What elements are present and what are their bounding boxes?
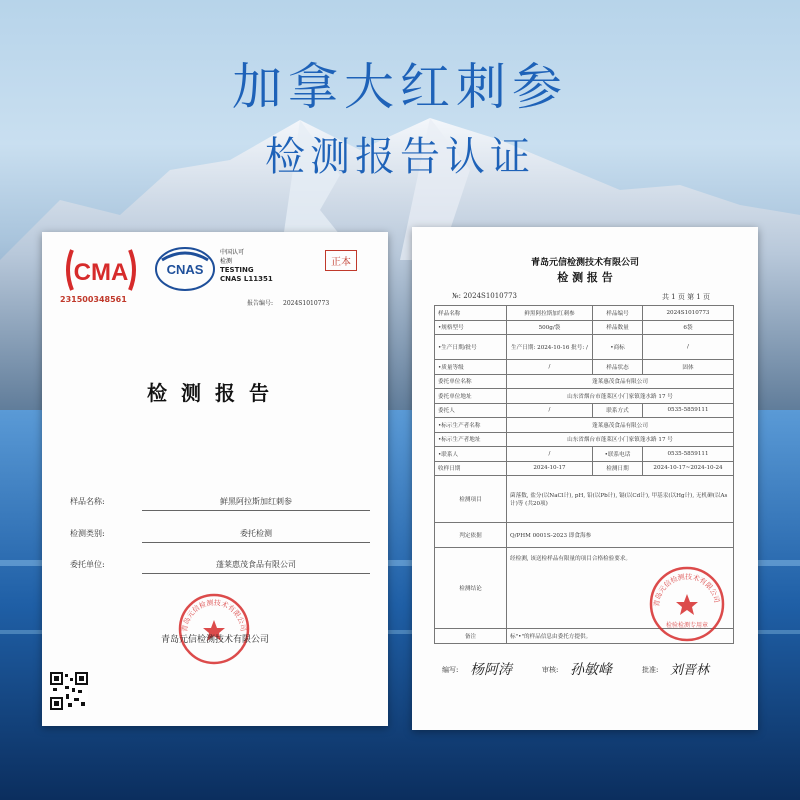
- table-cell: 检测日期: [593, 461, 643, 476]
- cover-field-sample-name: [70, 493, 370, 511]
- page-indicator: 共 1 页 第 1 页: [661, 293, 710, 301]
- reviewer-signature: 孙敏峰: [570, 662, 612, 678]
- cma-text: CMA: [73, 259, 129, 286]
- table-cell: 山东省烟台市蓬莱区小门家镇蓬水路 17 号: [507, 389, 734, 404]
- table-cell: 0535-5859111: [643, 403, 734, 418]
- table-row: [435, 432, 734, 447]
- table-row: [435, 418, 734, 433]
- cover-title: 检测报告: [147, 381, 283, 405]
- accreditation-line: 检测: [220, 258, 233, 265]
- cover-org-name: 青岛元信检测技术有限公司: [160, 635, 269, 645]
- cover-report-number: [247, 298, 339, 307]
- table-row: [435, 476, 734, 523]
- cnas-text: CNAS: [166, 262, 204, 277]
- table-cell: 2024-10-17~2024-10-24: [643, 461, 734, 476]
- author-label: 编写:: [442, 666, 459, 674]
- table-cell: /: [507, 403, 593, 418]
- table-row: [435, 523, 734, 548]
- table-cell: •标示生产者地址: [435, 432, 507, 447]
- table-cell: /: [643, 335, 734, 360]
- reviewer-label: 审核:: [542, 666, 559, 674]
- table-cell: •生产日期/批号: [435, 335, 507, 360]
- table-cell: •质量等级: [435, 360, 507, 375]
- table-cell: 固体: [643, 360, 734, 375]
- table-cell: 6袋: [643, 320, 734, 335]
- table-cell: 检测结论: [435, 548, 507, 629]
- table-cell: 0535-5859111: [643, 447, 734, 462]
- table-cell: 委托单位名称: [435, 374, 507, 389]
- field-value: 鲜黑阿拉斯加红刺参: [142, 496, 370, 511]
- table-cell: 菌落数, 盐分(以NaCl计), pH, 铅(以Pb计), 镉(以Cd计), 甲基汞(以Hg计), 无机砷(以As计)等 (共20项): [507, 476, 734, 523]
- table-cell: 委托单位地址: [435, 389, 507, 404]
- table-row: [435, 447, 734, 462]
- table-cell: •联系人: [435, 447, 507, 462]
- svg-text:检验检测专用章: 检验检测专用章: [665, 622, 709, 629]
- accreditation-line: 中国认可: [220, 249, 245, 256]
- table-cell: 判定依据: [435, 523, 507, 548]
- table-row: [435, 461, 734, 476]
- cma-logo-icon: [62, 246, 140, 294]
- table-cell: 山东省烟台市蓬莱区小门家镇蓬水路 17 号: [507, 432, 734, 447]
- report-org-name: 青岛元信检测技术有限公司: [530, 258, 639, 268]
- table-row: [435, 306, 734, 321]
- table-cell: /: [507, 360, 593, 375]
- signature-row: [442, 657, 742, 687]
- svg-text:青岛元信检测技术有限公司: 青岛元信检测技术有限公司: [652, 572, 721, 608]
- cma-number: 231500348561: [60, 295, 127, 304]
- report-title: 检 测 报 告: [557, 271, 613, 284]
- table-cell: 经检测, 该送检样品有限量的项目合格检验要求。: [507, 548, 734, 629]
- table-cell: 样品名称: [435, 306, 507, 321]
- report-number: №: 2024S1010773: [452, 292, 517, 300]
- table-cell: •标示生产者名称: [435, 418, 507, 433]
- cover-field-test-category: [70, 525, 370, 543]
- table-cell: Q/PHM 0001S-2023 即食海参: [507, 523, 734, 548]
- red-seal-stamp: [648, 565, 726, 643]
- table-cell: 标"•"的样品信息由委托方提供。: [507, 629, 734, 644]
- field-label: 样品名称:: [70, 497, 105, 506]
- table-cell: 委托人: [435, 403, 507, 418]
- table-cell: 2024-10-17: [507, 461, 593, 476]
- original-copy-badge: 正本: [325, 250, 357, 271]
- table-cell: 样品状态: [593, 360, 643, 375]
- field-label: 委托单位:: [70, 560, 105, 569]
- cover-field-client: [70, 556, 370, 574]
- field-value: 蓬莱惠茂食品有限公司: [142, 559, 370, 574]
- table-cell: 蓬莱惠茂食品有限公司: [507, 374, 734, 389]
- table-row: [435, 320, 734, 335]
- table-cell: •联系电话: [593, 447, 643, 462]
- headline: [0, 55, 800, 187]
- table-cell: 备注: [435, 629, 507, 644]
- table-cell: 2024S1010773: [643, 306, 734, 321]
- table-cell: 检测项目: [435, 476, 507, 523]
- report-number-label: 报告编号:: [247, 300, 274, 307]
- table-cell: 样品数量: [593, 320, 643, 335]
- approver-label: 批准:: [642, 666, 659, 674]
- accreditation-block: [220, 248, 273, 284]
- red-seal-stamp: [177, 592, 251, 666]
- report-detail-page: [412, 227, 758, 730]
- author-signature: 杨阿涛: [470, 662, 512, 678]
- approver-signature: 刘晋林: [670, 663, 710, 678]
- field-value: 委托检测: [142, 528, 370, 543]
- product-title: 加拿大红刺参: [232, 58, 568, 116]
- table-cell: •规格型号: [435, 320, 507, 335]
- table-row: [435, 335, 734, 360]
- svg-text:青岛元信检测技术有限公司: 青岛元信检测技术有限公司: [180, 598, 248, 633]
- certification-subtitle: 检测报告认证: [265, 134, 535, 180]
- report-cover-page: [42, 232, 388, 726]
- accreditation-line: CNAS L11351: [220, 275, 273, 283]
- table-cell: 联系方式: [593, 403, 643, 418]
- qr-code-icon: [50, 672, 88, 710]
- cnas-logo-icon: [154, 246, 216, 292]
- table-cell: /: [507, 447, 593, 462]
- accreditation-line: TESTING: [220, 266, 254, 274]
- report-number-value: 2024S1010773: [283, 300, 330, 307]
- table-row: [435, 374, 734, 389]
- table-cell: 蓬莱惠茂食品有限公司: [507, 418, 734, 433]
- table-row: [435, 389, 734, 404]
- table-cell: 鲜黑阿拉斯加红刺参: [507, 306, 593, 321]
- table-cell: 样品编号: [593, 306, 643, 321]
- table-cell: 500g/袋: [507, 320, 593, 335]
- table-cell: 收样日期: [435, 461, 507, 476]
- table-cell: 生产日期: 2024-10-16 批号: /: [507, 335, 593, 360]
- table-row: [435, 403, 734, 418]
- table-cell: •商标: [593, 335, 643, 360]
- field-label: 检测类别:: [70, 529, 105, 538]
- table-row: [435, 360, 734, 375]
